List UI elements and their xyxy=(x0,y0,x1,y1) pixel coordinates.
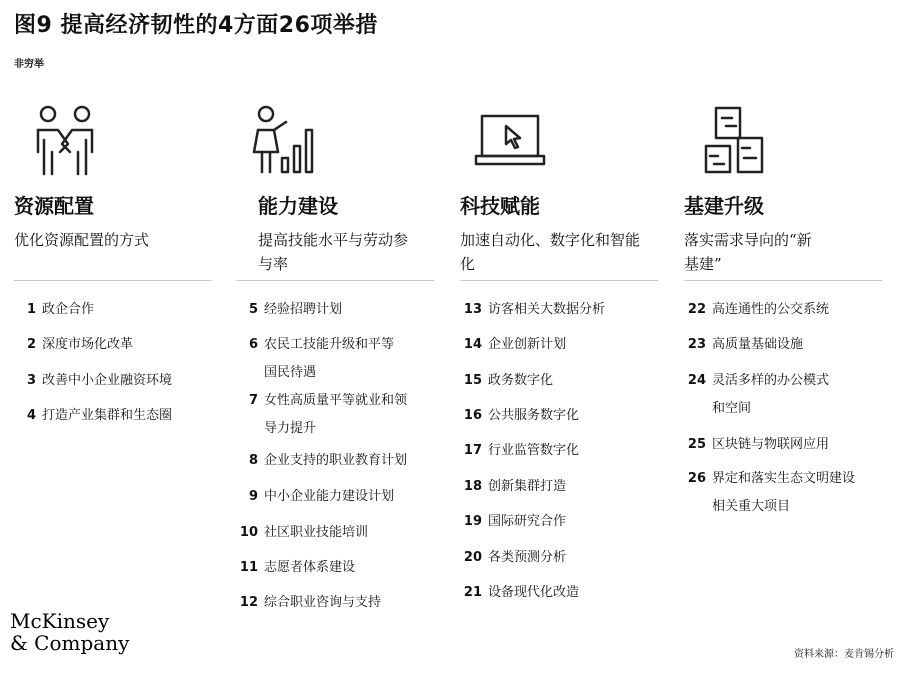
item-text-continued: 相关重大项目 xyxy=(712,499,791,514)
item-text: 区块链与物联网应用 xyxy=(712,437,830,452)
item-number: 19 xyxy=(463,514,482,529)
item-number: 14 xyxy=(463,337,482,352)
category-description: 提高技能水平与劳动参与率 xyxy=(258,231,409,273)
item-text: 各类预测分析 xyxy=(488,550,567,565)
divider xyxy=(460,280,658,281)
list-item xyxy=(236,331,407,387)
item-number: 25 xyxy=(687,437,706,452)
item-text: 打造产业集群和生态圈 xyxy=(42,408,173,423)
item-text: 女性高质量平等就业和领 xyxy=(264,393,408,408)
handshake-people-icon xyxy=(26,100,106,180)
item-number: 8 xyxy=(248,453,258,468)
list-item xyxy=(460,473,605,508)
list-item xyxy=(236,519,407,554)
buildings-icon xyxy=(698,100,778,180)
category-title: 能力建设 xyxy=(258,194,338,218)
item-text: 政务数字化 xyxy=(488,373,554,388)
item-number: 26 xyxy=(687,471,706,486)
list-item xyxy=(460,296,605,331)
item-text-continued: 导力提升 xyxy=(264,421,317,436)
list-item xyxy=(236,589,407,619)
item-number: 3 xyxy=(26,373,36,388)
item-text: 农民工技能升级和平等 xyxy=(264,337,395,352)
page-title: 图9 提高经济韧性的4方面26项举措 xyxy=(14,13,378,38)
list-item xyxy=(236,296,407,331)
item-text: 行业监管数字化 xyxy=(488,443,580,458)
item-text: 深度市场化改革 xyxy=(42,337,134,352)
item-number: 17 xyxy=(463,443,482,458)
item-text: 综合职业咨询与支持 xyxy=(264,595,382,610)
item-text: 公共服务数字化 xyxy=(488,408,580,423)
list-item xyxy=(684,331,855,367)
list-item xyxy=(684,296,855,331)
list-item xyxy=(236,447,407,483)
list-item xyxy=(460,508,605,544)
item-text: 界定和落实生态文明建设 xyxy=(712,471,856,486)
item-number: 6 xyxy=(248,337,258,352)
item-text-continued: 和空间 xyxy=(712,401,752,416)
divider xyxy=(236,280,434,281)
item-text: 设备现代化改造 xyxy=(488,585,580,600)
item-text: 政企合作 xyxy=(42,302,95,317)
logo-line-2: & Company xyxy=(10,631,130,655)
item-number: 23 xyxy=(687,337,706,352)
list-item xyxy=(460,367,605,402)
item-number: 24 xyxy=(687,373,706,388)
item-text: 访客相关大数据分析 xyxy=(488,302,606,317)
category-description: 加速自动化、数字化和智能化 xyxy=(460,231,641,273)
item-text: 创新集群打造 xyxy=(488,479,567,494)
measure-list xyxy=(460,296,605,609)
divider xyxy=(14,280,212,281)
item-text: 企业支持的职业教育计划 xyxy=(264,453,408,468)
list-item xyxy=(460,402,605,437)
mckinsey-logo xyxy=(10,610,129,654)
item-text: 中小企业能力建设计划 xyxy=(264,489,395,504)
item-text: 志愿者体系建设 xyxy=(264,560,356,575)
category-title: 基建升级 xyxy=(684,194,764,218)
item-number: 7 xyxy=(248,393,258,408)
measure-list xyxy=(14,296,172,437)
list-item xyxy=(684,431,855,465)
list-item xyxy=(236,554,407,589)
logo-line-1: McKinsey xyxy=(10,609,110,633)
list-item xyxy=(684,367,855,431)
item-text: 社区职业技能培训 xyxy=(264,525,369,540)
category-description: 优化资源配置的方式 xyxy=(14,231,150,249)
item-text: 经验招聘计划 xyxy=(264,302,343,317)
item-text: 改善中小企业融资环境 xyxy=(42,373,173,388)
list-item xyxy=(14,402,172,437)
item-text: 企业创新计划 xyxy=(488,337,567,352)
source-note: 资料来源：麦肯锡分析 xyxy=(794,649,894,660)
item-number: 1 xyxy=(26,302,36,317)
item-number: 13 xyxy=(463,302,482,317)
item-number: 12 xyxy=(239,595,258,610)
item-text-continued: 国民待遇 xyxy=(264,365,317,380)
item-number: 4 xyxy=(26,408,36,423)
list-item xyxy=(460,544,605,579)
list-item xyxy=(460,437,605,473)
item-number: 5 xyxy=(248,302,258,317)
category-description: 落实需求导向的“新基建” xyxy=(684,231,812,273)
list-item xyxy=(236,483,407,519)
item-text: 高质量基础设施 xyxy=(712,337,804,352)
item-number: 22 xyxy=(687,302,706,317)
item-number: 11 xyxy=(239,560,258,575)
measure-list xyxy=(236,296,407,619)
item-text: 高连通性的公交系统 xyxy=(712,302,830,317)
item-number: 18 xyxy=(463,479,482,494)
category-title: 资源配置 xyxy=(14,194,94,218)
item-text: 国际研究合作 xyxy=(488,514,567,529)
item-number: 15 xyxy=(463,373,482,388)
item-number: 2 xyxy=(26,337,36,352)
measure-list xyxy=(684,296,855,525)
laptop-cursor-icon xyxy=(470,100,550,180)
list-item xyxy=(684,465,855,525)
item-text: 灵活多样的办公模式 xyxy=(712,373,830,388)
item-number: 16 xyxy=(463,408,482,423)
scope-note: 非穷举 xyxy=(14,59,44,70)
item-number: 21 xyxy=(463,585,482,600)
category-title: 科技赋能 xyxy=(460,194,540,218)
list-item xyxy=(236,387,407,447)
item-number: 20 xyxy=(463,550,482,565)
person-bar-chart-icon xyxy=(246,100,326,180)
list-item xyxy=(14,367,172,402)
list-item xyxy=(460,579,605,609)
item-number: 9 xyxy=(248,489,258,504)
list-item xyxy=(14,331,172,367)
list-item xyxy=(14,296,172,331)
item-number: 10 xyxy=(239,525,258,540)
divider xyxy=(684,280,882,281)
list-item xyxy=(460,331,605,367)
